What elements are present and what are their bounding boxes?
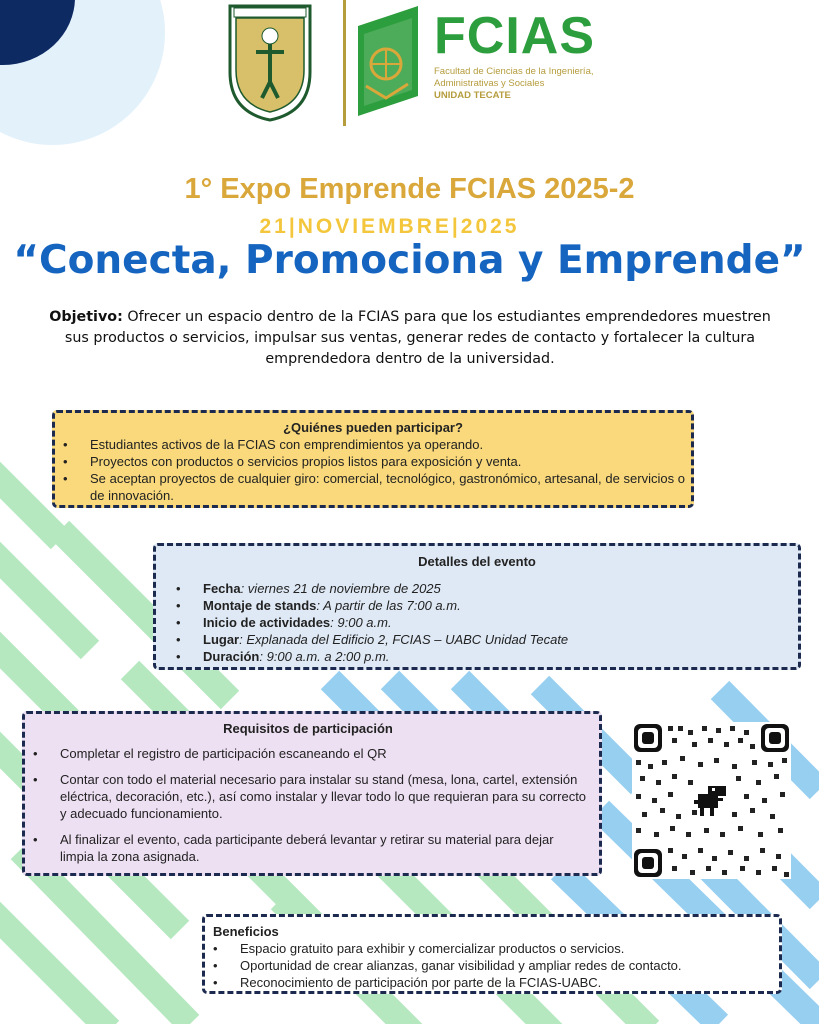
benefits-box (202, 914, 782, 994)
fcias-subtitle-line: Facultad de Ciencias de la Ingeniería, (434, 66, 594, 77)
fcias-subtitle-line: Administrativas y Sociales (434, 78, 545, 89)
details-value: : 9:00 a.m. (330, 615, 392, 630)
benefits-item: • Reconocimiento de participación por parte de la FCIAS-UABC. (205, 974, 779, 991)
details-label: Duración (203, 649, 260, 664)
logo-divider (343, 0, 346, 126)
details-label: Lugar (203, 632, 240, 647)
details-label: Fecha (203, 581, 241, 596)
details-value: : Explanada del Edificio 2, FCIAS – UABC Unidad Tecate (239, 632, 569, 647)
requirements-box (22, 711, 602, 876)
details-item (168, 614, 798, 631)
objective-text: Ofrecer un espacio dentro de la FCIAS para que los estudiantes emprendedores muestren sus productos o servicios, impulsar sus ventas, generar redes de contacto y fortalecer la cultura emprendedora dentro de la universidad. (64, 309, 771, 367)
who-item: • Estudiantes activos de la FCIAS con emprendimientos ya operando. (55, 436, 691, 453)
details-value: : A partir de las 7:00 a.m. (316, 598, 461, 613)
event-details-box (153, 543, 801, 670)
details-label: Inicio de actividades (203, 615, 331, 630)
benefits-list (205, 940, 779, 991)
benefits-item: • Oportunidad de crear alianzas, ganar visibilidad y ampliar redes de contacto. (205, 957, 779, 974)
qr-code-icon[interactable] (632, 722, 791, 879)
requirements-item: • Al finalizar el evento, cada participante deberá levantar y retirar su material para dejar limpia la zona asignada. (25, 831, 591, 865)
details-item (168, 597, 798, 614)
event-title: 1° Expo Emprende FCIAS 2025-2 (184, 173, 635, 205)
fcias-globe-book-logo (358, 6, 428, 118)
who-can-participate-box (52, 410, 694, 508)
benefits-item: • Espacio gratuito para exhibir y comercializar productos o servicios. (205, 940, 779, 957)
details-list (168, 580, 798, 665)
fcias-title: FCIAS (434, 7, 595, 65)
requirements-item: • Completar el registro de participación escaneando el QR (25, 745, 591, 762)
objective-paragraph (40, 307, 780, 370)
details-value: : 9:00 a.m. a 2:00 p.m. (259, 649, 390, 664)
requirements-list (25, 745, 591, 865)
details-item (168, 648, 798, 665)
event-slogan: “Conecta, Promociona y Emprende” (13, 238, 806, 283)
details-item (168, 580, 798, 597)
details-value: : viernes 21 de noviembre de 2025 (240, 581, 441, 596)
uabc-seal-logo (226, 2, 314, 122)
details-label: Montaje de stands (203, 598, 317, 613)
fcias-subtitle (434, 66, 634, 102)
who-list (55, 436, 691, 504)
requirements-item: • Contar con todo el material necesario para instalar su stand (mesa, lona, cartel, extensión eléctrica, decoración, etc.), así como instalar y llevar todo lo que requieran para su correcto y adecuado funcionamiento. (25, 771, 591, 822)
fcias-subtitle-line: UNIDAD TECATE (434, 90, 511, 101)
details-heading: Detalles del evento (418, 554, 536, 569)
who-item: • Proyectos con productos o servicios propios listos para exposición y venta. (55, 453, 691, 470)
event-date-banner: 21|NOVIEMBRE|2025 (259, 215, 520, 238)
who-heading: ¿Quiénes pueden participar? (283, 420, 463, 435)
objective-label: Objetivo: (49, 309, 123, 325)
details-item (168, 631, 798, 648)
requirements-heading: Requisitos de participación (223, 721, 393, 736)
benefits-heading: Beneficios (213, 924, 279, 939)
who-item: • Se aceptan proyectos de cualquier giro: comercial, tecnológico, gastronómico, artesanal, de servicios o de innovación. (55, 470, 691, 504)
